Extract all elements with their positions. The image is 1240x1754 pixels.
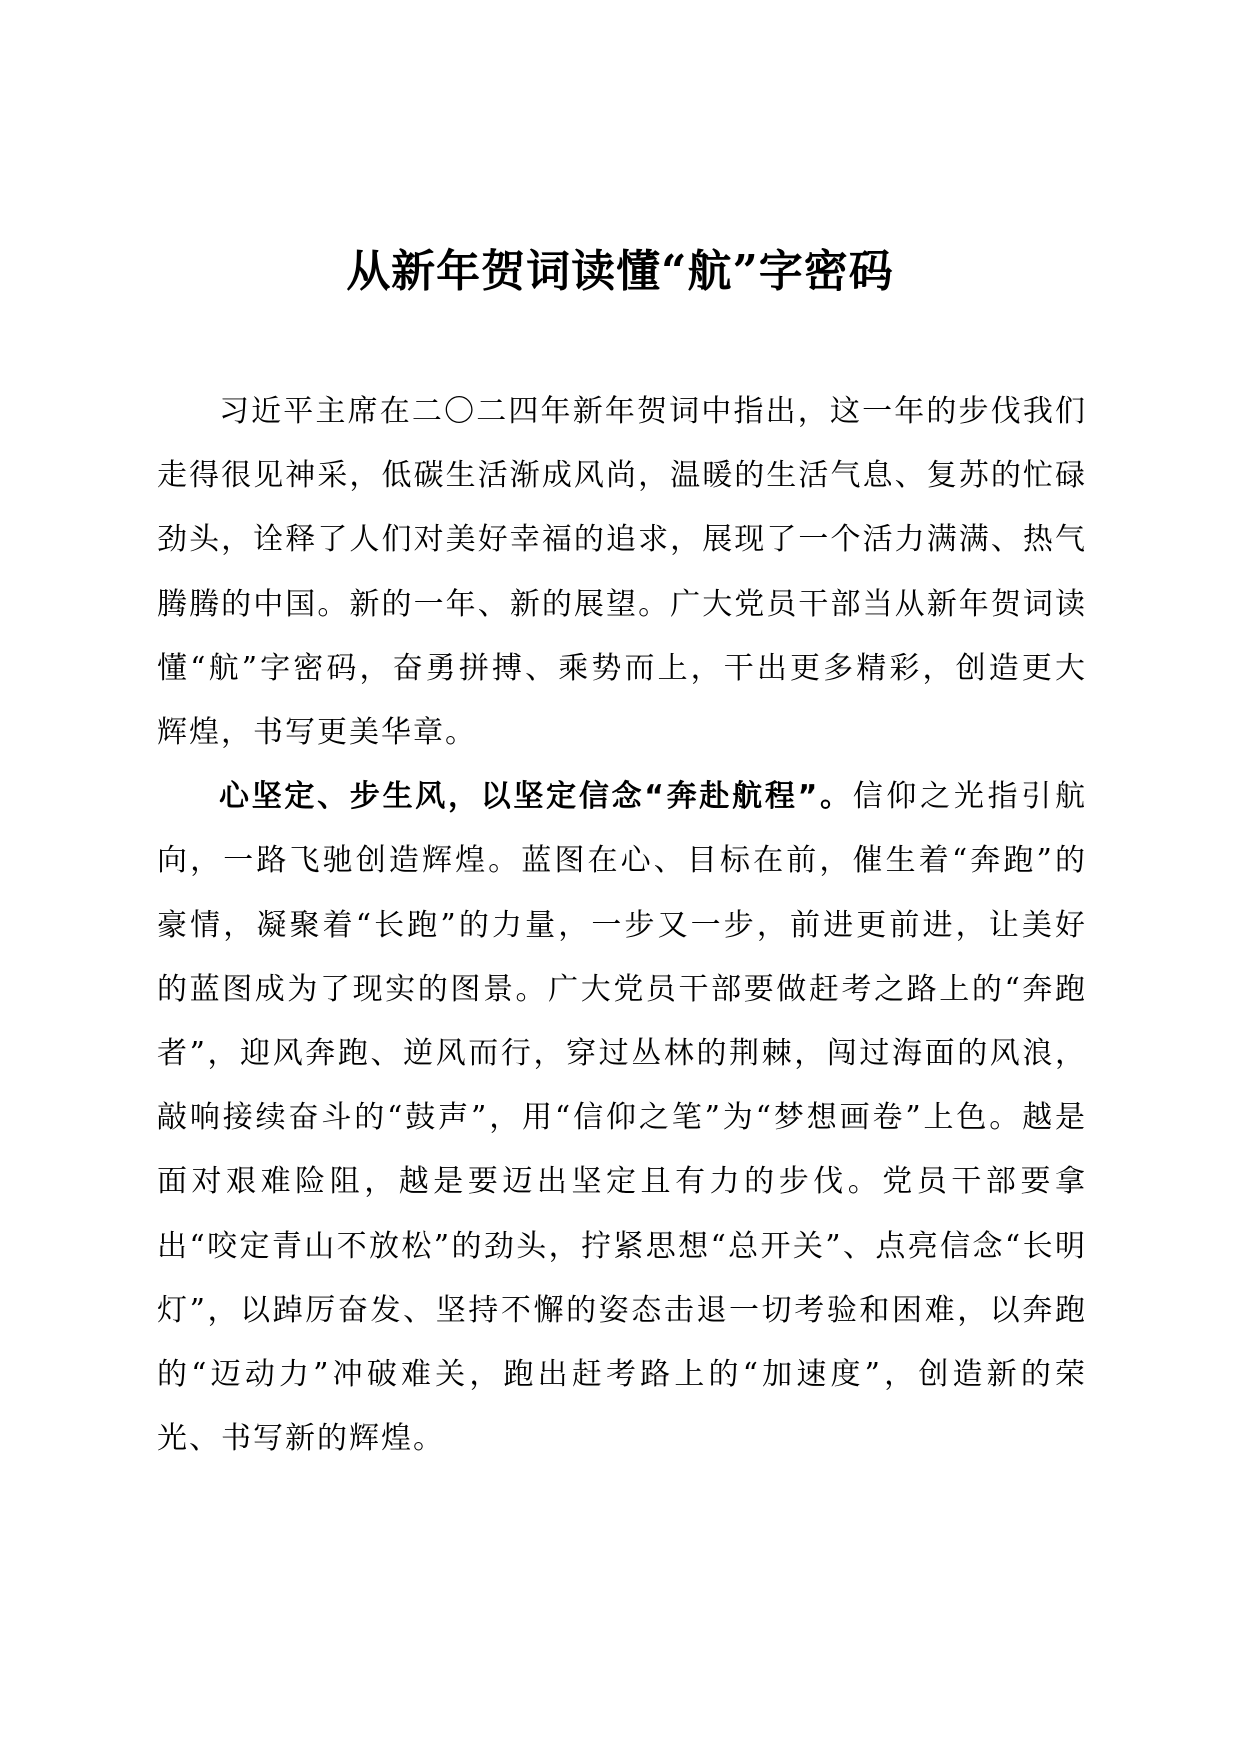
- paragraph-intro: [157, 380, 1087, 765]
- section-1-heading: 心坚定、步生风，以坚定信念“奔赴航程”。: [219, 779, 853, 815]
- document-title: 从新年贺词读懂“航”字密码: [346, 246, 894, 297]
- section-1-text: 信仰之光指引航向，一路飞驰创造辉煌。蓝图在心、目标在前，催生着“奔跑”的豪情，凝聚着“长跑”的力量，一步又一步，前进更前进，让美好的蓝图成为了现实的图景。广大党员干部要做赶考之路上的“奔跑者”，迎风奔跑、逆风而行，穿过丛林的荆棘，闯过海面的风浪，敲响接续奋斗的“鼓声”，用“信仰之笔”为“梦想画卷”上色。越是面对艰难险阻，越是要迈出坚定且有力的步伐。党员干部要拿出“咬定青山不放松”的劲头，拧紧思想“总开关”、点亮信念“长明灯”，以踔厉奋发、坚持不懈的姿态击退一切考验和困难，以奔跑的“迈动力”冲破难关，跑出赶考路上的“加速度”，创造新的荣光、书写新的辉煌。: [157, 779, 1088, 1457]
- paragraph-section-1: [157, 765, 1087, 1471]
- document-body: [157, 380, 1087, 1471]
- paragraph-intro-text: 习近平主席在二〇二四年新年贺词中指出，这一年的步伐我们走得很见神采，低碳生活渐成风尚，温暖的生活气息、复苏的忙碌劲头，诠释了人们对美好幸福的追求，展现了一个活力满满、热气腾腾的中国。新的一年、新的展望。广大党员干部当从新年贺词读懂“航”字密码，奋勇拼搏、乘势而上，干出更多精彩，创造更大辉煌，书写更美华章。: [157, 394, 1087, 751]
